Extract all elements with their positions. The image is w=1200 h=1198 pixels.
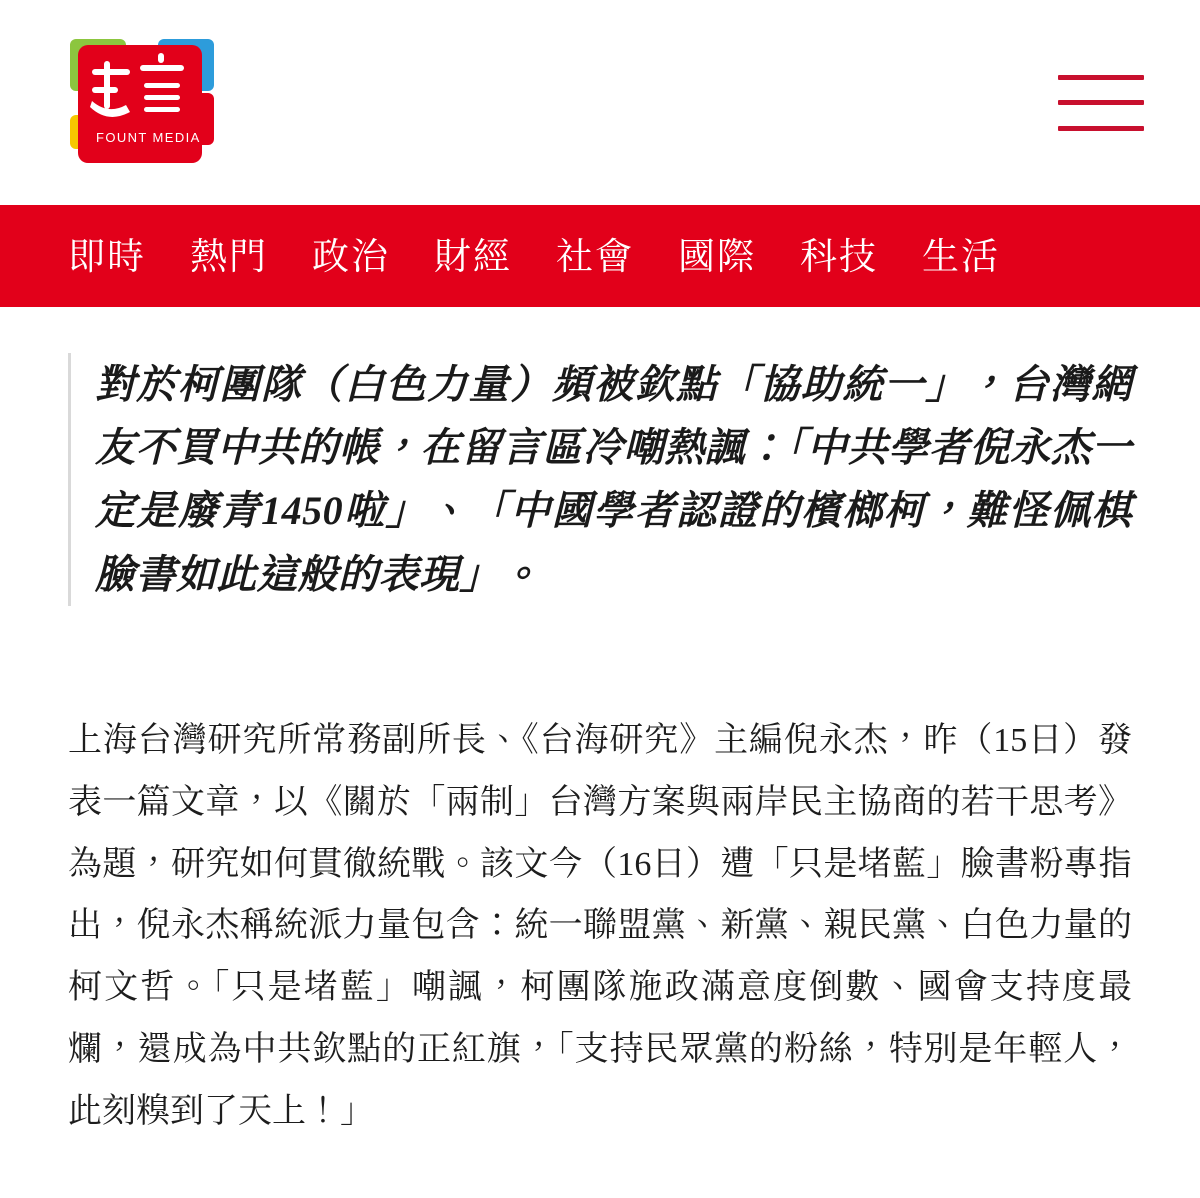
nav-item-life[interactable]: 生活 <box>922 235 1000 277</box>
article-lede: 對於柯團隊（白色力量）頻被欽點「協助統一」，台灣網友不買中共的帳，在留言區冷嘲熱諷：「中共學者倪永杰一定是廢青1450啦」、「中國學者認證的檳榔柯，難怪佩棋臉書如此這般的表現」。 <box>95 362 1132 597</box>
hamburger-bar-1 <box>1058 75 1144 80</box>
nav-item-politics[interactable]: 政治 <box>312 235 390 277</box>
primary-nav <box>0 205 1200 307</box>
hamburger-bar-3 <box>1058 126 1144 131</box>
article-body-block <box>68 710 1132 1143</box>
site-header <box>0 0 1200 205</box>
nav-item-international[interactable]: 國際 <box>678 235 756 277</box>
article-lede-block <box>68 353 1132 606</box>
hamburger-bar-2 <box>1058 100 1144 105</box>
nav-item-hot[interactable]: 熱門 <box>190 235 268 277</box>
nav-item-technology[interactable]: 科技 <box>800 235 878 277</box>
nav-item-society[interactable]: 社會 <box>556 235 634 277</box>
site-logo[interactable] <box>62 35 238 171</box>
nav-item-instant[interactable]: 即時 <box>68 235 146 277</box>
hamburger-icon[interactable] <box>1058 75 1144 131</box>
svg-text:FOUNT MEDIA: FOUNT MEDIA <box>96 129 201 145</box>
nav-item-finance[interactable]: 財經 <box>434 235 512 277</box>
article-main <box>0 353 1200 1143</box>
article-body-paragraph: 上海台灣研究所常務副所長、《台海研究》主編倪永杰，昨（15日）發表一篇文章，以《關於「兩制」台灣方案與兩岸民主協商的若干思考》為題，研究如何貫徹統戰。該文今（16日）遭「只是堵藍」臉書粉專指出，倪永杰稱統派力量包含：統一聯盟黨、新黨、親民黨、白色力量的柯文哲。「只是堵藍」嘲諷，柯團隊施政滿意度倒數、國會支持度最爛，還成為中共欽點的正紅旗，「支持民眾黨的粉絲，特別是年輕人，此刻糗到了天上！」 <box>68 721 1132 1130</box>
